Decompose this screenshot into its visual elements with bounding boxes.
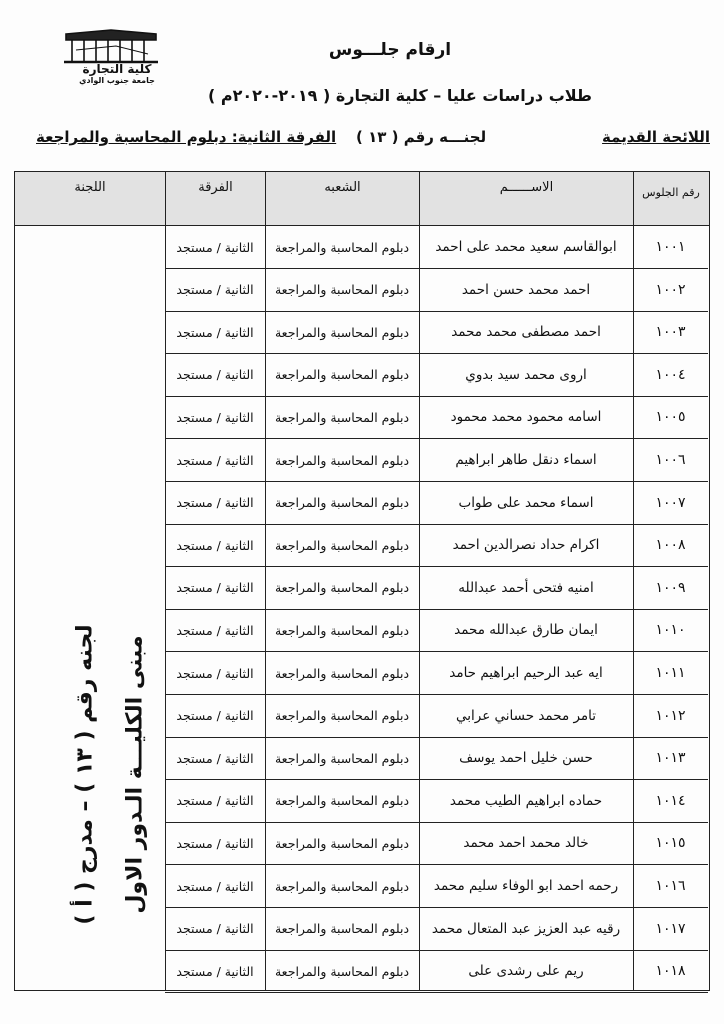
seat-number: ١٠٠٢ <box>655 281 686 298</box>
year-cell: الثانية / مستجد <box>176 622 254 638</box>
year-cell: الثانية / مستجد <box>176 409 254 425</box>
table-row <box>165 311 708 354</box>
student-name: رقيه عبد العزيز عبد المتعال محمد <box>431 920 621 937</box>
year-cell: الثانية / مستجد <box>176 282 254 298</box>
branch-cell: دبلوم المحاسبة والمراجعة <box>274 409 410 425</box>
table-row <box>165 226 708 269</box>
seat-number: ١٠١٤ <box>655 792 686 809</box>
branch-cell: دبلوم المحاسبة والمراجعة <box>274 495 410 511</box>
logo-text <box>62 62 172 85</box>
seat-number: ١٠٠٣ <box>655 324 686 341</box>
table-row <box>165 737 708 780</box>
table-row <box>165 950 708 993</box>
table-header <box>15 172 709 226</box>
committee-location-line1: لجنه رقم ( ١٣ ) – مدرج ( أ ) <box>72 624 98 925</box>
table-row <box>165 354 708 397</box>
branch-cell: دبلوم المحاسبة والمراجعة <box>274 665 410 681</box>
year-cell: الثانية / مستجد <box>176 324 254 340</box>
year-cell: الثانية / مستجد <box>176 708 254 724</box>
year-cell: الثانية / مستجد <box>176 665 254 681</box>
student-name: احمد محمد حسن احمد <box>461 281 591 298</box>
table-row <box>165 695 708 738</box>
column-header-year: الفرقة <box>165 172 265 225</box>
table-row <box>165 482 708 525</box>
seat-number: ١٠٠٤ <box>655 366 686 383</box>
logo-subtitle: جامعة جنوب الوادي <box>79 76 155 85</box>
seat-number: ١٠٠١ <box>655 239 686 255</box>
column-header-seat: رقم الجلوس <box>633 172 708 225</box>
branch-cell: دبلوم المحاسبة والمراجعة <box>274 750 410 766</box>
branch-cell: دبلوم المحاسبة والمراجعة <box>274 282 410 298</box>
student-name: تامر محمد حساني عرابي <box>455 707 597 724</box>
student-name: احمد مصطفى محمد محمد <box>451 324 601 341</box>
branch-cell: دبلوم المحاسبة والمراجعة <box>274 622 410 638</box>
branch-cell: دبلوم المحاسبة والمراجعة <box>274 537 410 553</box>
student-name: ايه عبد الرحيم ابراهيم حامد <box>449 665 603 681</box>
seating-table <box>14 171 710 991</box>
seat-number: ١٠١٦ <box>655 878 686 894</box>
branch-cell: دبلوم المحاسبة والمراجعة <box>274 963 410 979</box>
student-name: خالد محمد احمد محمد <box>463 835 589 852</box>
year-cell: الثانية / مستجد <box>176 921 254 937</box>
year-cell: الثانية / مستجد <box>176 537 254 553</box>
year-cell: الثانية / مستجد <box>176 835 254 851</box>
year-cell: الثانية / مستجد <box>176 963 254 979</box>
student-name: رحمه احمد ابو الوفاء سليم محمد <box>433 878 619 894</box>
year-cell: الثانية / مستجد <box>176 750 254 766</box>
branch-cell: دبلوم المحاسبة والمراجعة <box>274 580 410 596</box>
seat-number: ١٠٠٥ <box>655 409 686 426</box>
student-name: اسامه محمود محمد محمود <box>450 409 602 426</box>
table-row <box>165 908 708 951</box>
student-name: ايمان طارق عبدالله محمد <box>454 622 598 639</box>
seat-number: ١٠٠٦ <box>655 452 686 468</box>
logo-title: كلية التجارة <box>82 62 152 76</box>
branch-cell: دبلوم المحاسبة والمراجعة <box>274 708 410 724</box>
table-row <box>165 652 708 695</box>
branch-cell: دبلوم المحاسبة والمراجعة <box>274 921 410 937</box>
table-row <box>165 567 708 610</box>
student-name: اسماء محمد على طواب <box>458 494 594 511</box>
student-name: ابوالقاسم سعيد محمد على احمد <box>435 239 617 255</box>
year-cell: الثانية / مستجد <box>176 239 254 255</box>
division-label: الفرقة الثانية: دبلوم المحاسبة والمراجعة <box>36 128 337 146</box>
student-name: اسماء دنقل طاهر ابراهيم <box>455 452 597 468</box>
seat-number: ١٠١٠ <box>655 622 686 639</box>
seat-number: ١٠١٣ <box>655 750 686 767</box>
column-header-branch: الشعبه <box>265 172 419 225</box>
year-cell: الثانية / مستجد <box>176 452 254 468</box>
student-name: ريم على رشدى على <box>468 963 584 980</box>
branch-cell: دبلوم المحاسبة والمراجعة <box>274 878 410 894</box>
seat-number: ١٠١٨ <box>655 963 686 980</box>
branch-cell: دبلوم المحاسبة والمراجعة <box>274 793 410 809</box>
regulation-label: اللائحة القديمة <box>602 128 710 146</box>
column-header-name: الاســــــم <box>419 172 633 225</box>
table-row <box>165 396 708 439</box>
table-row <box>165 865 708 908</box>
seat-number: ١٠١١ <box>655 665 686 681</box>
student-name: اكرام حداد نصرالدين احمد <box>452 537 600 554</box>
seat-number: ١٠١٢ <box>655 707 686 724</box>
student-name: اروى محمد سيد بدوي <box>465 366 587 383</box>
committee-label: لجنـــه رقم ( ١٣ ) <box>356 128 487 146</box>
year-cell: الثانية / مستجد <box>176 495 254 511</box>
year-cell: الثانية / مستجد <box>176 878 254 894</box>
branch-cell: دبلوم المحاسبة والمراجعة <box>274 367 410 383</box>
seat-number: ١٠١٧ <box>655 920 686 937</box>
branch-cell: دبلوم المحاسبة والمراجعة <box>274 324 410 340</box>
year-cell: الثانية / مستجد <box>176 793 254 809</box>
seat-number: ١٠١٥ <box>655 835 686 852</box>
seat-number: ١٠٠٩ <box>655 579 686 596</box>
table-row <box>165 269 708 312</box>
branch-cell: دبلوم المحاسبة والمراجعة <box>274 452 410 468</box>
seat-number: ١٠٠٧ <box>655 494 686 511</box>
year-cell: الثانية / مستجد <box>176 580 254 596</box>
committee-location-line2: مبنى الكليـــة الـدور الاول <box>122 635 148 914</box>
table-row <box>165 780 708 823</box>
year-cell: الثانية / مستجد <box>176 367 254 383</box>
page-subtitle: طلاب دراسات عليا – كلية التجارة ( ٢٠١٩-٢٠٢٠م ) <box>208 86 592 105</box>
table-row <box>165 609 708 652</box>
seat-number: ١٠٠٨ <box>655 537 686 554</box>
page-title: ارقام جلـــوس <box>328 40 452 60</box>
branch-cell: دبلوم المحاسبة والمراجعة <box>274 835 410 851</box>
table-row <box>165 524 708 567</box>
column-header-committee: اللجنة <box>74 180 106 195</box>
branch-cell: دبلوم المحاسبة والمراجعة <box>274 239 410 255</box>
student-name: امنيه فتحى أحمد عبدالله <box>458 579 594 596</box>
student-name: حماده ابراهيم الطيب محمد <box>449 792 603 809</box>
student-name: حسن خليل احمد يوسف <box>459 750 593 767</box>
table-row <box>165 439 708 482</box>
table-row <box>165 822 708 865</box>
